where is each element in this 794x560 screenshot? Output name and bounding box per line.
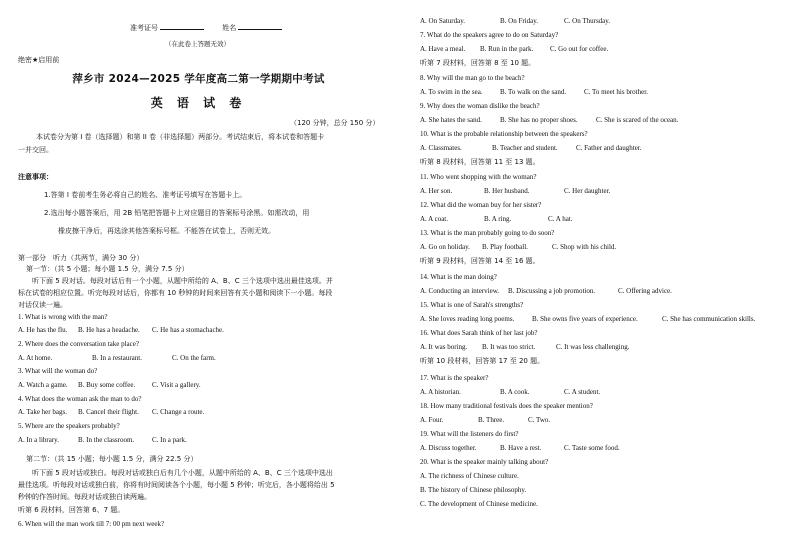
option: B. A cook. bbox=[500, 388, 530, 396]
question-2-options bbox=[18, 354, 216, 363]
name-blank bbox=[238, 23, 282, 30]
secret-mark: 绝密★启用前 bbox=[18, 56, 60, 64]
question-7-options bbox=[420, 45, 608, 54]
notice-item-3: 橡皮擦干净后，再选涂其他答案标号框。不能答在试卷上，否则无效。 bbox=[58, 227, 275, 235]
option: C. Change a route. bbox=[152, 408, 205, 416]
part1-title: 第一部分 听力（共两节，满分 30 分） bbox=[18, 254, 144, 262]
question-20-option-a: A. The richness of Chinese culture. bbox=[420, 472, 519, 480]
notice-item-1: 1.答第 I 卷前考生务必将自己的姓名、准考证号填写在答题卡上。 bbox=[44, 191, 247, 199]
text8-note: 听第 8 段材料，回答第 11 至 13 题。 bbox=[420, 158, 540, 166]
option: C. To meet his brother. bbox=[584, 88, 648, 96]
section2-title: 第二节：（共 15 小题；每小题 1.5 分，满分 22.5 分） bbox=[26, 455, 198, 463]
option: A. Go on holiday. bbox=[420, 243, 470, 251]
section1-title: 第一节：（共 5 小题；每小题 1.5 分，满分 7.5 分） bbox=[26, 265, 189, 273]
option: C. Taste some food. bbox=[564, 444, 620, 452]
option: B. To walk on the sand. bbox=[500, 88, 567, 96]
question-2: 2. Where does the conversation take place? bbox=[18, 340, 139, 348]
intro-line-2: 一并交回。 bbox=[18, 146, 53, 154]
question-19: 19. What will the listeners do first? bbox=[420, 430, 519, 438]
time-info: （120 分钟，总分 150 分） bbox=[290, 119, 380, 127]
section1-instr-3: 对话仅读一遍。 bbox=[18, 301, 67, 309]
name-label: 姓名 bbox=[222, 24, 237, 32]
option: A. Take her bags. bbox=[18, 408, 67, 416]
option: B. On Friday. bbox=[500, 17, 539, 25]
question-15-options bbox=[420, 315, 755, 324]
question-20-option-c: C. The development of Chinese medicine. bbox=[420, 500, 538, 508]
option: B. In the classroom. bbox=[78, 436, 135, 444]
option: C. On Thursday. bbox=[564, 17, 611, 25]
option: C. Her daughter. bbox=[564, 187, 611, 195]
notice-item-2: 2.选出每小题答案后，用 2B 铅笔把答题卡上对应题目的答案标号涂黑。如需改动，用 bbox=[44, 209, 310, 217]
option: B. Teacher and student. bbox=[492, 144, 558, 152]
question-10: 10. What is the probable relationship between the speakers? bbox=[420, 130, 588, 138]
option: C. A hat. bbox=[548, 215, 573, 223]
option: C. Visit a gallery. bbox=[152, 381, 201, 389]
option: C. On the farm. bbox=[172, 354, 216, 362]
option: B. In a restaurant. bbox=[92, 354, 142, 362]
option: B. A ring. bbox=[484, 215, 512, 223]
option: A. Watch a game. bbox=[18, 381, 68, 389]
question-6: 6. When will the man work till 7: 00 pm next week? bbox=[18, 520, 165, 528]
section2-instr-1: 听下面 5 段对话或独白。每段对话或独白后有几个小题，从题中所给的 A、B、C 三个选项中选出 bbox=[32, 469, 333, 477]
question-3-options bbox=[18, 381, 201, 390]
question-12: 12. What did the woman buy for her sister? bbox=[420, 201, 542, 209]
question-16: 16. What does Sarah think of her last job? bbox=[420, 329, 538, 337]
exam-no-blank bbox=[160, 23, 204, 30]
notice-title: 注意事项： bbox=[18, 173, 53, 181]
option: B. Her husband. bbox=[484, 187, 530, 195]
question-14: 14. What is the man doing? bbox=[420, 273, 497, 281]
question-12-options bbox=[420, 215, 573, 224]
option: B. She owns five years of experience. bbox=[532, 315, 638, 323]
question-19-options bbox=[420, 444, 620, 453]
section2-instr-2: 最佳选项。听每段对话或独白前，你将有时间阅读各个小题，每小题 5 秒钟；听完后，各小题将给出 5 bbox=[18, 481, 335, 489]
option: A. In a library. bbox=[18, 436, 59, 444]
question-16-options bbox=[420, 343, 630, 352]
option: C. In a park. bbox=[152, 436, 187, 444]
question-11-options bbox=[420, 187, 610, 196]
option: C. Go out for coffee. bbox=[550, 45, 609, 53]
option: A. To swim in the sea. bbox=[420, 88, 483, 96]
question-5-options bbox=[18, 436, 187, 445]
question-5: 5. Where are the speakers probably? bbox=[18, 422, 120, 430]
section2-instr-3: 秒钟的作答时间。每段对话或独白读两遍。 bbox=[18, 493, 151, 501]
option: A. A historian. bbox=[420, 388, 461, 396]
option: A. Conducting an interview. bbox=[420, 287, 500, 295]
option: C. Two. bbox=[528, 416, 551, 424]
question-20: 20. What is the speaker mainly talking about? bbox=[420, 458, 549, 466]
question-10-options bbox=[420, 144, 642, 153]
option: B. Run in the park. bbox=[480, 45, 534, 53]
question-14-options bbox=[420, 287, 672, 296]
option: B. Buy some coffee. bbox=[78, 381, 136, 389]
question-4-options bbox=[18, 408, 204, 417]
question-20-option-b: B. The history of Chinese philosophy. bbox=[420, 486, 527, 494]
subject-title: 英 语 试 卷 bbox=[150, 96, 247, 110]
option: B. Cancel their flight. bbox=[78, 408, 139, 416]
option: A. It was boring. bbox=[420, 343, 468, 351]
question-13-options bbox=[420, 243, 616, 252]
question-8: 8. Why will the man go to the beach? bbox=[420, 74, 525, 82]
answer-note: （在此卷上答题无效） bbox=[165, 40, 230, 48]
text10-note: 听第 10 段材料，回答第 17 至 20 题。 bbox=[420, 357, 545, 365]
question-11: 11. Who went shopping with the woman? bbox=[420, 173, 537, 181]
option: A. Her son. bbox=[420, 187, 453, 195]
question-17-options bbox=[420, 388, 600, 397]
option: C. Shop with his child. bbox=[552, 243, 617, 251]
question-9: 9. Why does the woman dislike the beach? bbox=[420, 102, 540, 110]
intro-line-1: 本试卷分为第 I 卷（选择题）和第 II 卷（非选择题）两部分。考试结束后，将本试卷和答题卡 bbox=[36, 133, 325, 141]
section1-instr-2: 标在试卷的相应位置。听完每段对话后，你都有 10 秒钟的时间来回答有关小题和阅读下一小题。每段 bbox=[18, 289, 333, 297]
option: C. Father and daughter. bbox=[576, 144, 642, 152]
exam-info-line bbox=[130, 23, 284, 33]
option: A. Discuss together. bbox=[420, 444, 477, 452]
text9-note: 听第 9 段材料，回答第 14 至 16 题。 bbox=[420, 257, 540, 265]
question-4: 4. What does the woman ask the man to do? bbox=[18, 395, 142, 403]
option: B. Have a rest. bbox=[500, 444, 542, 452]
question-9-options bbox=[420, 116, 678, 125]
option: A. Have a meal. bbox=[420, 45, 466, 53]
option: C. She is scared of the ocean. bbox=[596, 116, 679, 124]
option: B. She has no proper shoes. bbox=[500, 116, 578, 124]
section1-instr-1: 听下面 5 段对话。每段对话后有一个小题，从题中所给的 A、B、C 三个选项中选出最佳选项。并 bbox=[32, 277, 333, 285]
option: A. A coat. bbox=[420, 215, 448, 223]
question-18: 18. How many traditional festivals does the speaker mention? bbox=[420, 402, 593, 410]
option: B. Three. bbox=[478, 416, 505, 424]
text7-note: 听第 7 段材料，回答第 8 至 10 题。 bbox=[420, 59, 536, 67]
option: B. Discussing a job promotion. bbox=[508, 287, 596, 295]
option: B. He has a headache. bbox=[78, 326, 140, 334]
option: A. On Saturday. bbox=[420, 17, 466, 25]
question-6-options bbox=[420, 17, 610, 26]
question-7: 7. What do the speakers agree to do on Saturday? bbox=[420, 31, 559, 39]
option: C. Offering advice. bbox=[618, 287, 672, 295]
question-18-options bbox=[420, 416, 550, 425]
question-13: 13. What is the man probably going to do soon? bbox=[420, 229, 555, 237]
question-17: 17. What is the speaker? bbox=[420, 374, 489, 382]
option: A. At home. bbox=[18, 354, 53, 362]
option: B. It was too strict. bbox=[482, 343, 536, 351]
question-1-options bbox=[18, 326, 224, 335]
option: C. He has a stomachache. bbox=[152, 326, 224, 334]
option: A. She loves reading long poems. bbox=[420, 315, 515, 323]
option: A. Four. bbox=[420, 416, 444, 424]
option: A. She hates the sand. bbox=[420, 116, 482, 124]
option: C. A student. bbox=[564, 388, 601, 396]
question-1: 1. What is wrong with the man? bbox=[18, 313, 108, 321]
question-3: 3. What will the woman do? bbox=[18, 367, 98, 375]
option: B. Play football. bbox=[482, 243, 528, 251]
option: A. Classmates. bbox=[420, 144, 462, 152]
exam-title: 萍乡市 2024—2025 学年度高二第一学期期中考试 bbox=[72, 73, 325, 85]
option: A. He has the flu. bbox=[18, 326, 68, 334]
text6-note: 听第 6 段材料，回答第 6、7 题。 bbox=[18, 506, 125, 514]
question-8-options bbox=[420, 88, 648, 97]
option: C. She has communication skills. bbox=[662, 315, 756, 323]
exam-no-label: 准考证号 bbox=[130, 24, 158, 32]
option: C. It was less challenging. bbox=[556, 343, 630, 351]
question-15: 15. What is one of Sarah's strengths? bbox=[420, 301, 524, 309]
